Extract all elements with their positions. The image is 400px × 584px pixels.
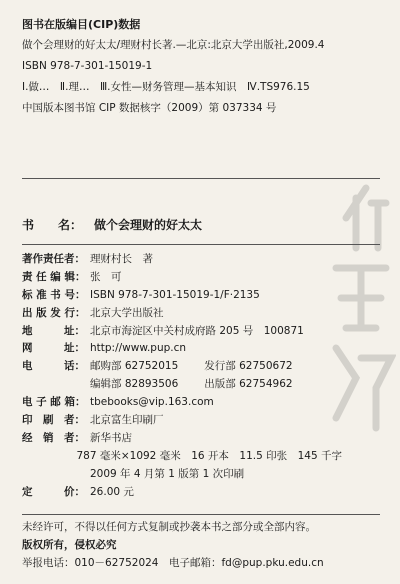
detail-row [22, 323, 342, 341]
detail-row [22, 251, 342, 269]
detail-value: 2009 年 4 月第 1 版第 1 次印刷 [90, 467, 245, 480]
detail-value: ISBN 978-7-301-15019-1/F·2135 [90, 288, 260, 301]
detail-value [90, 358, 342, 376]
detail-row [22, 305, 342, 323]
phone-publishing: 出版部 62754962 [204, 378, 293, 391]
publication-details [22, 251, 342, 501]
detail-row [22, 269, 342, 287]
copy-notice: 未经许可，不得以任何方式复制或抄袭本书之部分或全部内容。 [22, 521, 316, 533]
detail-value: 北京市海淀区中关村成府路 205 号 100871 [90, 324, 304, 337]
detail-label: 经 销 者： [22, 431, 85, 444]
detail-label: 电 话： [22, 360, 85, 373]
detail-row [22, 484, 342, 502]
detail-value: 北京大学出版社 [90, 306, 164, 319]
detail-label: 著作责任者： [22, 253, 85, 265]
book-title-label: 书 名： [22, 218, 83, 232]
detail-value: 787 毫米×1092 毫米 16 开本 11.5 印张 145 千字 [76, 449, 342, 462]
detail-value [90, 376, 342, 394]
cip-line: ISBN 978-7-301-15019-1 [22, 60, 153, 72]
detail-value: 北京富生印刷厂 [90, 414, 164, 427]
phone-editorial: 编辑部 82893506 [90, 378, 179, 391]
cip-line: Ⅰ.做… Ⅱ.理… Ⅲ.女性—财务管理—基本知识 Ⅳ.TS976.15 [22, 81, 310, 93]
rights-footer [22, 518, 324, 572]
detail-row [22, 376, 342, 394]
detail-row [22, 287, 342, 305]
detail-label: 定 价： [22, 485, 85, 498]
detail-row [22, 340, 342, 358]
detail-label: 责 任 编 辑： [22, 270, 86, 283]
detail-label: 地 址： [22, 324, 85, 337]
detail-row [22, 466, 342, 484]
divider [22, 178, 380, 179]
detail-value: 理财村长 著 [90, 253, 153, 265]
book-title: 做个会理财的好太太 [94, 218, 203, 232]
book-title-row [22, 216, 202, 233]
detail-value: 26.00 元 [90, 485, 134, 498]
detail-row [22, 394, 342, 412]
detail-row [22, 430, 342, 448]
detail-row [22, 358, 342, 376]
phone-mail-order: 邮购部 62752015 [90, 360, 179, 373]
detail-value: http://www.pup.cn [90, 342, 187, 355]
cip-heading: 图书在版编目(CIP)数据 [22, 18, 141, 31]
divider [22, 514, 380, 515]
divider [22, 244, 380, 245]
detail-value: 张 可 [90, 270, 122, 283]
detail-label [22, 376, 90, 394]
report-contact: 举报电话：010－62752024 电子邮箱：fd@pup.pku.edu.cn [22, 557, 324, 569]
detail-label [22, 466, 90, 484]
detail-value: tbebooks@vip.163.com [90, 396, 214, 409]
detail-row [22, 412, 342, 430]
detail-label: 电 子 邮 箱： [22, 396, 86, 409]
cip-line: 做个会理财的好太太/理财村长著.—北京:北京大学出版社,2009.4 [22, 39, 325, 51]
detail-value: 新华书店 [90, 431, 132, 444]
phone-distribution: 发行部 62750672 [204, 360, 293, 373]
cip-line: 中国版本图书馆 CIP 数据核字（2009）第 037334 号 [22, 102, 277, 114]
detail-label: 网 址： [22, 342, 85, 355]
detail-label: 印 刷 者： [22, 414, 85, 427]
cip-block [22, 14, 392, 119]
detail-label: 标 准 书 号： [22, 288, 86, 301]
detail-row [22, 448, 342, 466]
detail-label: 出 版 发 行： [22, 306, 86, 319]
detail-label [22, 448, 76, 466]
rights-reserved: 版权所有，侵权必究 [22, 539, 117, 551]
